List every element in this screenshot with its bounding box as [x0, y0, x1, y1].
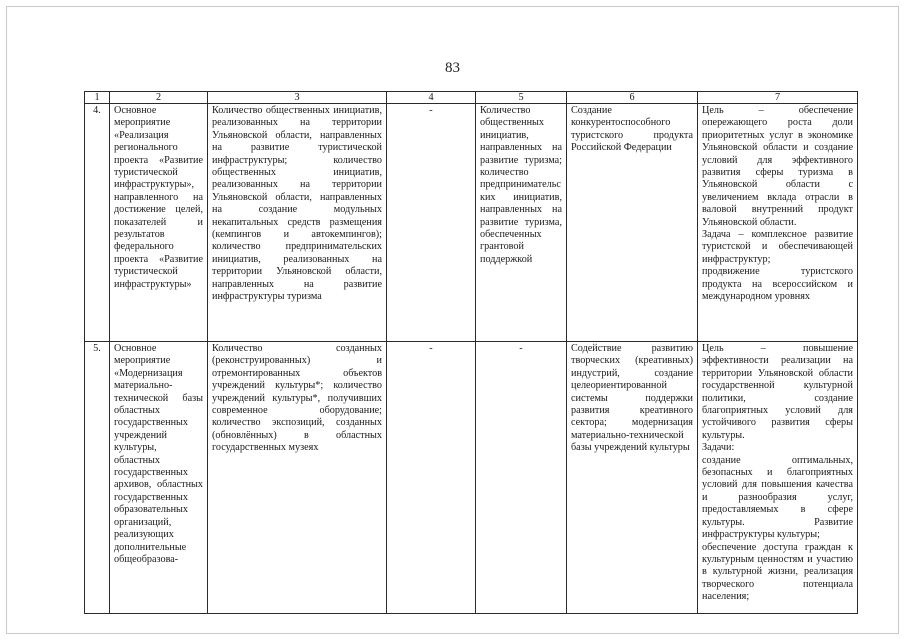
page-number: 83 — [445, 60, 460, 76]
indicators-cell: Количество общественных инициатив, реализованных на территории Ульяновской области, направленных на развитие туристической инфраструктуры; количество общественных инициатив, реализованных на территории Ульяновской области, направленных на создание модульных некапитальных средств размещения (кемпингов и автокемпингов); количество предпринимательских инициатив, реализованных на территории Ульяновской области, направленных на развитие инфраструктуры туризма — [208, 104, 387, 342]
tasks-heading: Задачи: — [702, 442, 735, 454]
column-header: 5 — [476, 92, 567, 104]
task-text: продвижение туристского продукта на всероссийском и международном уровнях — [702, 266, 853, 303]
goals-tasks-cell — [698, 104, 858, 342]
goals-tasks-cell — [698, 342, 858, 614]
column-header: 1 — [85, 92, 110, 104]
column-header: 7 — [698, 92, 858, 104]
indicators-cell: Количество созданных (реконструированных) и отремонтированных объектов учреждений культуры*; количество учреждений культуры*, получивших современное оборудование; количество экспозиций, созданных (обновлённых) в областных государственных музеях — [208, 342, 387, 614]
column-5-cell: - — [476, 342, 567, 614]
measure-name-cell: Основное мероприятие «Модернизация материально-технической базы областных государственных учреждений культуры, областных государственных архивов, областных государственных образовательных организаций, реализующих дополнительные общеобразова- — [110, 342, 208, 614]
goal-text: Цель – повышение эффективности реализации на территории Ульяновской области государственной культурной политики, создание благоприятных условий для устойчивого развития сферы культуры. — [702, 343, 853, 441]
program-table — [84, 91, 858, 614]
measure-name-cell: Основное мероприятие «Реализация регионального проекта «Развитие туристической инфраструктуры», направленного на достижение целей, показателей и результатов федерального проекта «Развитие туристической инфраструктуры» — [110, 104, 208, 342]
goal-text: Цель – обеспечение опережающего роста доли приоритетных услуг в экономике Ульяновской области и создание условий для эффективного развития сферы туризма в Ульяновской области с увеличением вклада отрасли в валовой внутренний продукт Ульяновской области. — [702, 105, 853, 228]
table-row — [85, 104, 858, 342]
task-text: обеспечение доступа граждан к культурным ценностям и участию в культурной жизни, реализация творческого потенциала населения; — [702, 541, 853, 603]
task-text: создание оптимальных, безопасных и благоприятных условий для повышения качества и разнообразия услуг, предоставляемых в сфере культуры. Развитие инфраструктуры культуры; — [702, 454, 853, 541]
column-4-cell: - — [387, 104, 476, 342]
table-header-row — [85, 92, 858, 104]
column-header: 6 — [567, 92, 698, 104]
column-4-cell: - — [387, 342, 476, 614]
column-header: 3 — [208, 92, 387, 104]
table-row — [85, 342, 858, 614]
column-5-cell: Количество общественных инициатив, направленных на развитие туризма; количество предпринимательских инициатив, направленных на развитие туризма, обеспеченных грантовой поддержкой — [476, 104, 567, 342]
project-goal-cell: Содействие развитию творческих (креативных) индустрий, создание целеориентированной системы поддержки развития креативного сектора; модернизация материально-технической базы учреждений культуры — [567, 342, 698, 614]
project-goal-cell: Создание конкурентоспособного туристского продукта Российской Федерации — [567, 104, 698, 342]
row-number: 5. — [85, 342, 110, 614]
row-number: 4. — [85, 104, 110, 342]
column-header: 2 — [110, 92, 208, 104]
column-header: 4 — [387, 92, 476, 104]
task-text: Задача – комплексное развитие туристской и обеспечивающей инфраструктур; — [702, 229, 853, 265]
